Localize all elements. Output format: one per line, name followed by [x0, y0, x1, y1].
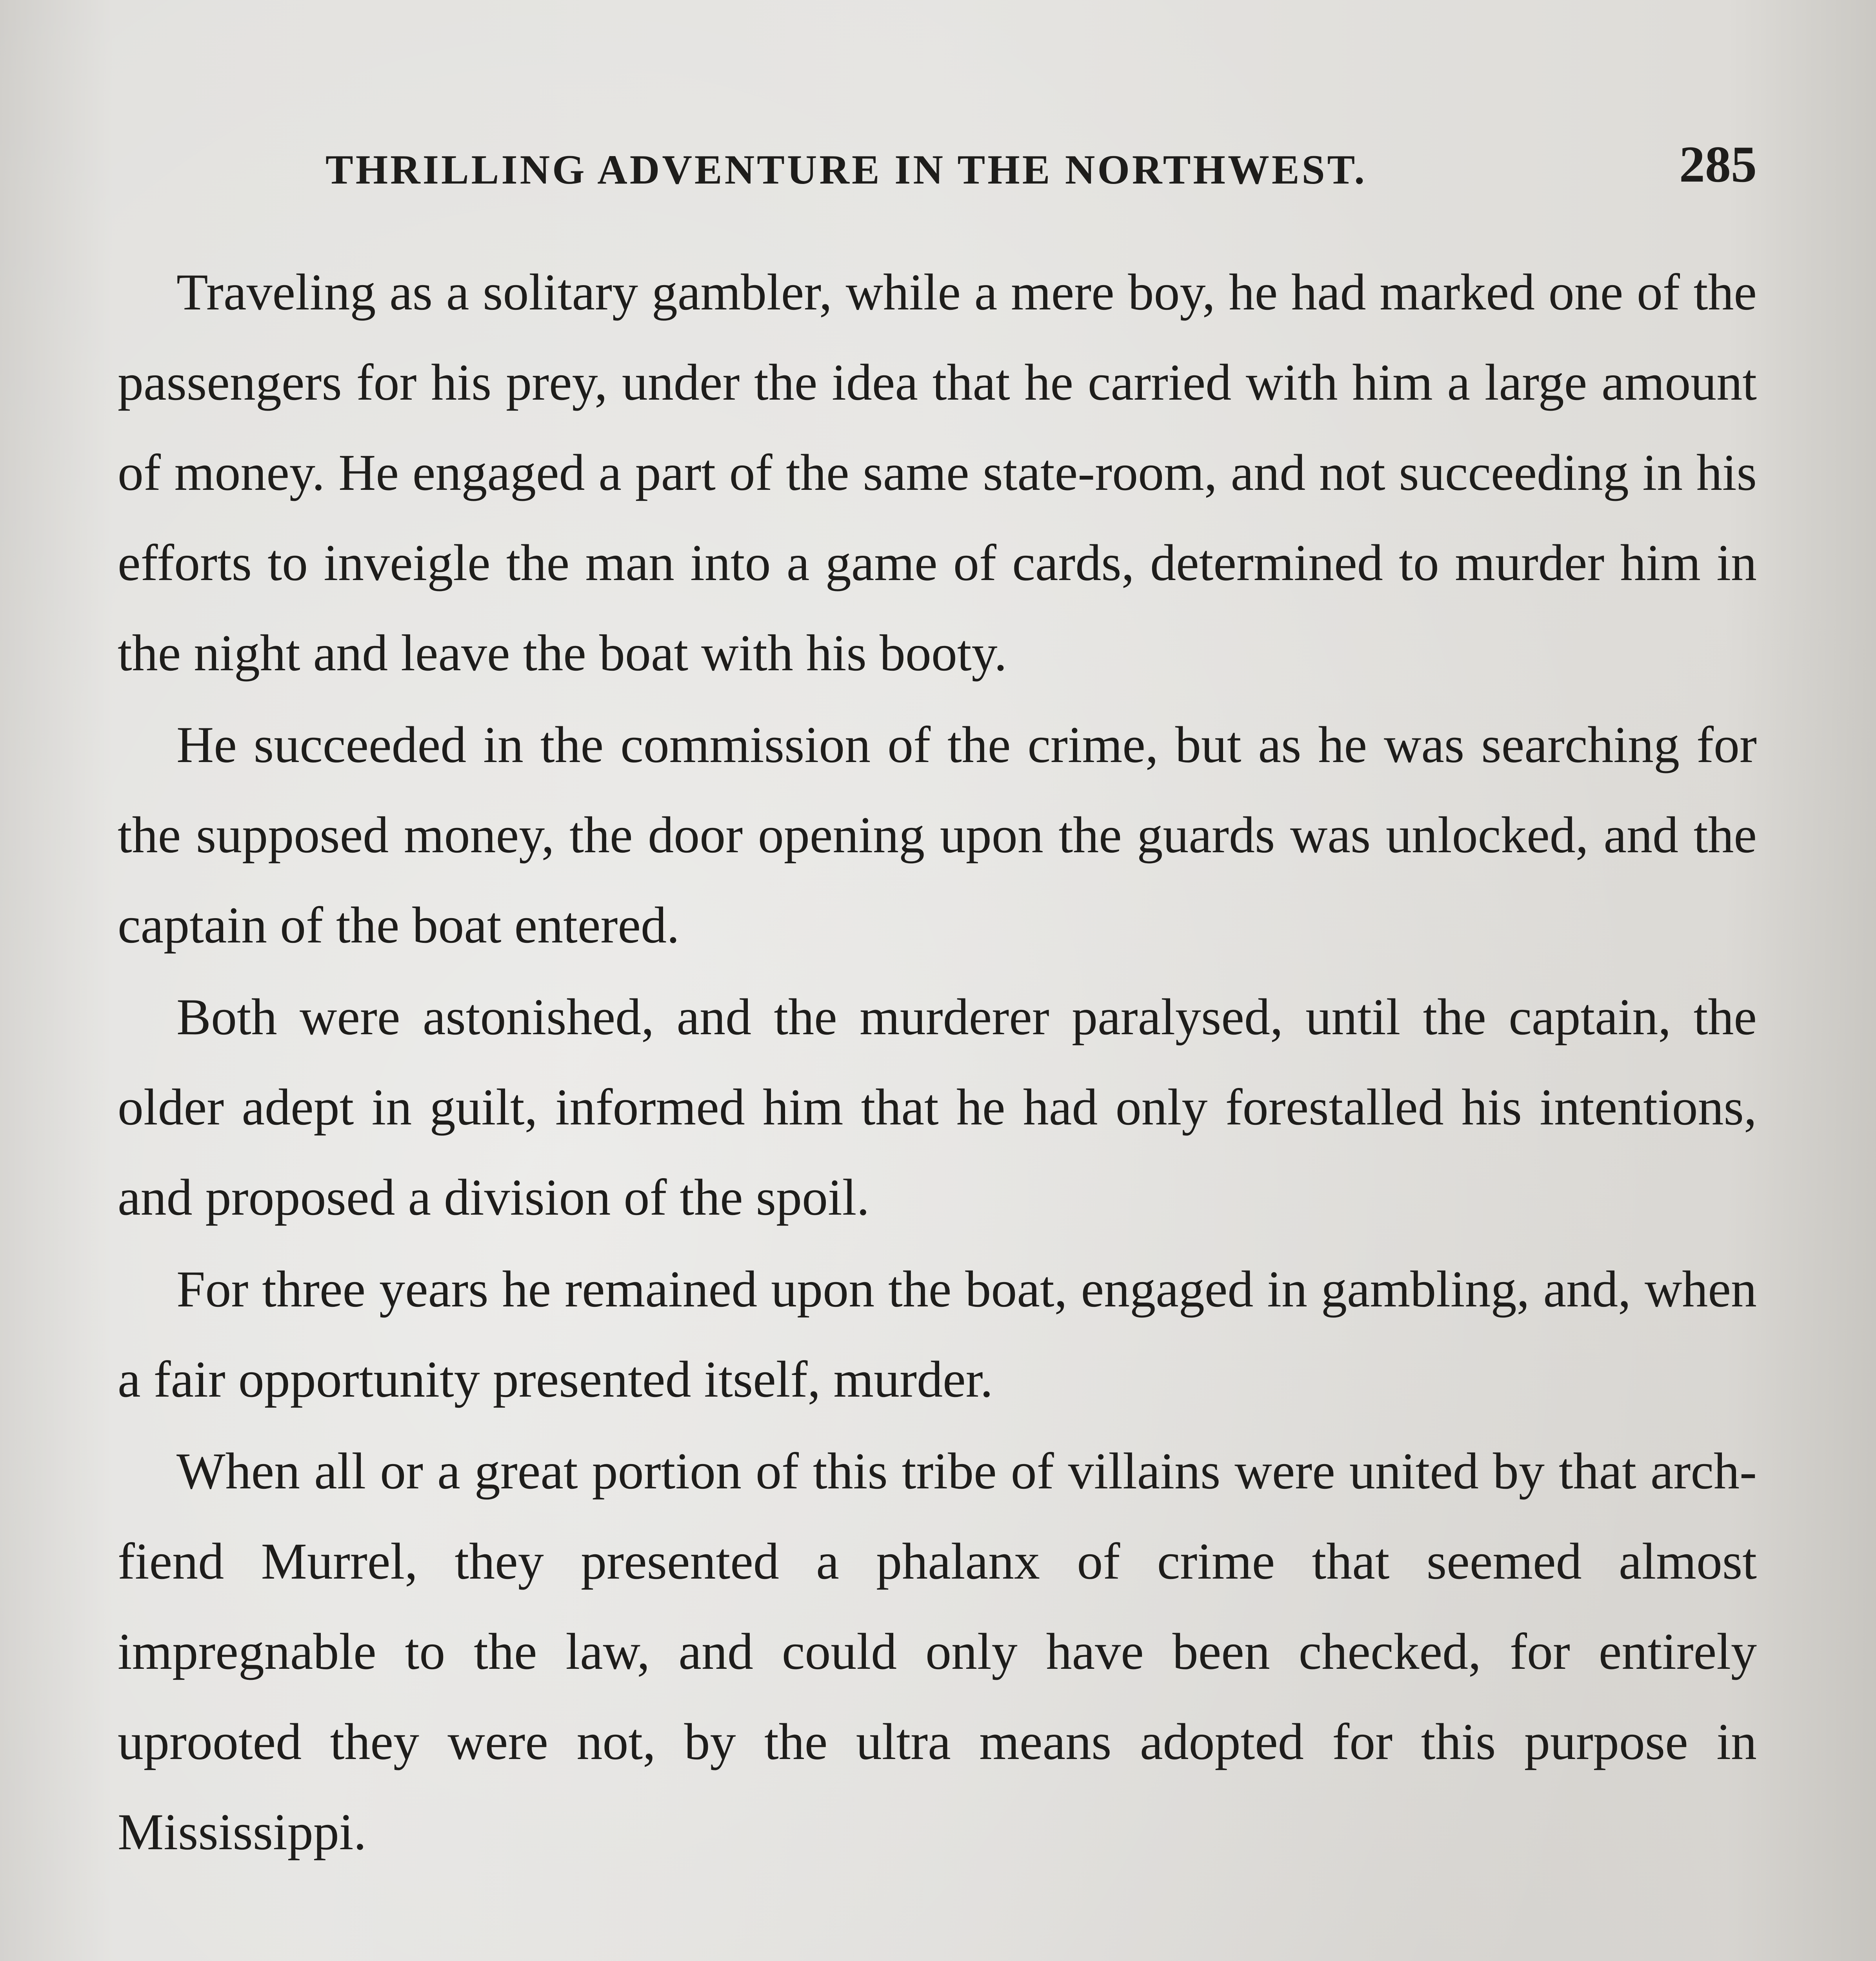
page-number: 285	[1679, 135, 1757, 193]
paragraph: When all or a great portion of this tribe of villains were united by that arch-fiend Murrel, they presented a phalanx of crime that seemed almost impregnable to the law, and could only have been checked, for entirely uprooted they were not, by the ultra means adopted for this purpose in Mississippi.	[118, 1442, 1757, 1861]
paragraph: Both were astonished, and the murderer paralysed, until the captain, the older adept in guilt, informed him that he had only forestalled his intentions, and proposed a division of the spoil.	[118, 988, 1757, 1226]
paragraph: He succeeded in the commission of the crime, but as he was searching for the supposed money, the door opening upon the guards was unlocked, and the captain of the boat entered.	[118, 716, 1757, 954]
paragraph: For three years he remained upon the boat, engaged in gambling, and, when a fair opportunity presented itself, murder.	[118, 1260, 1757, 1408]
chapter-body	[118, 247, 1757, 1879]
running-head: THRILLING ADVENTURE IN THE NORTHWEST.	[325, 147, 1367, 193]
paragraph: Traveling as a solitary gambler, while a mere boy, he had marked one of the passengers for his prey, under the idea that he carried with him a large amount of money. He engaged a part of the same state-room, and not succeeding in his efforts to inveigle the man into a game of cards, determined to murder him in the night and leave the boat with his booty.	[118, 263, 1757, 682]
page-header	[118, 134, 1757, 213]
